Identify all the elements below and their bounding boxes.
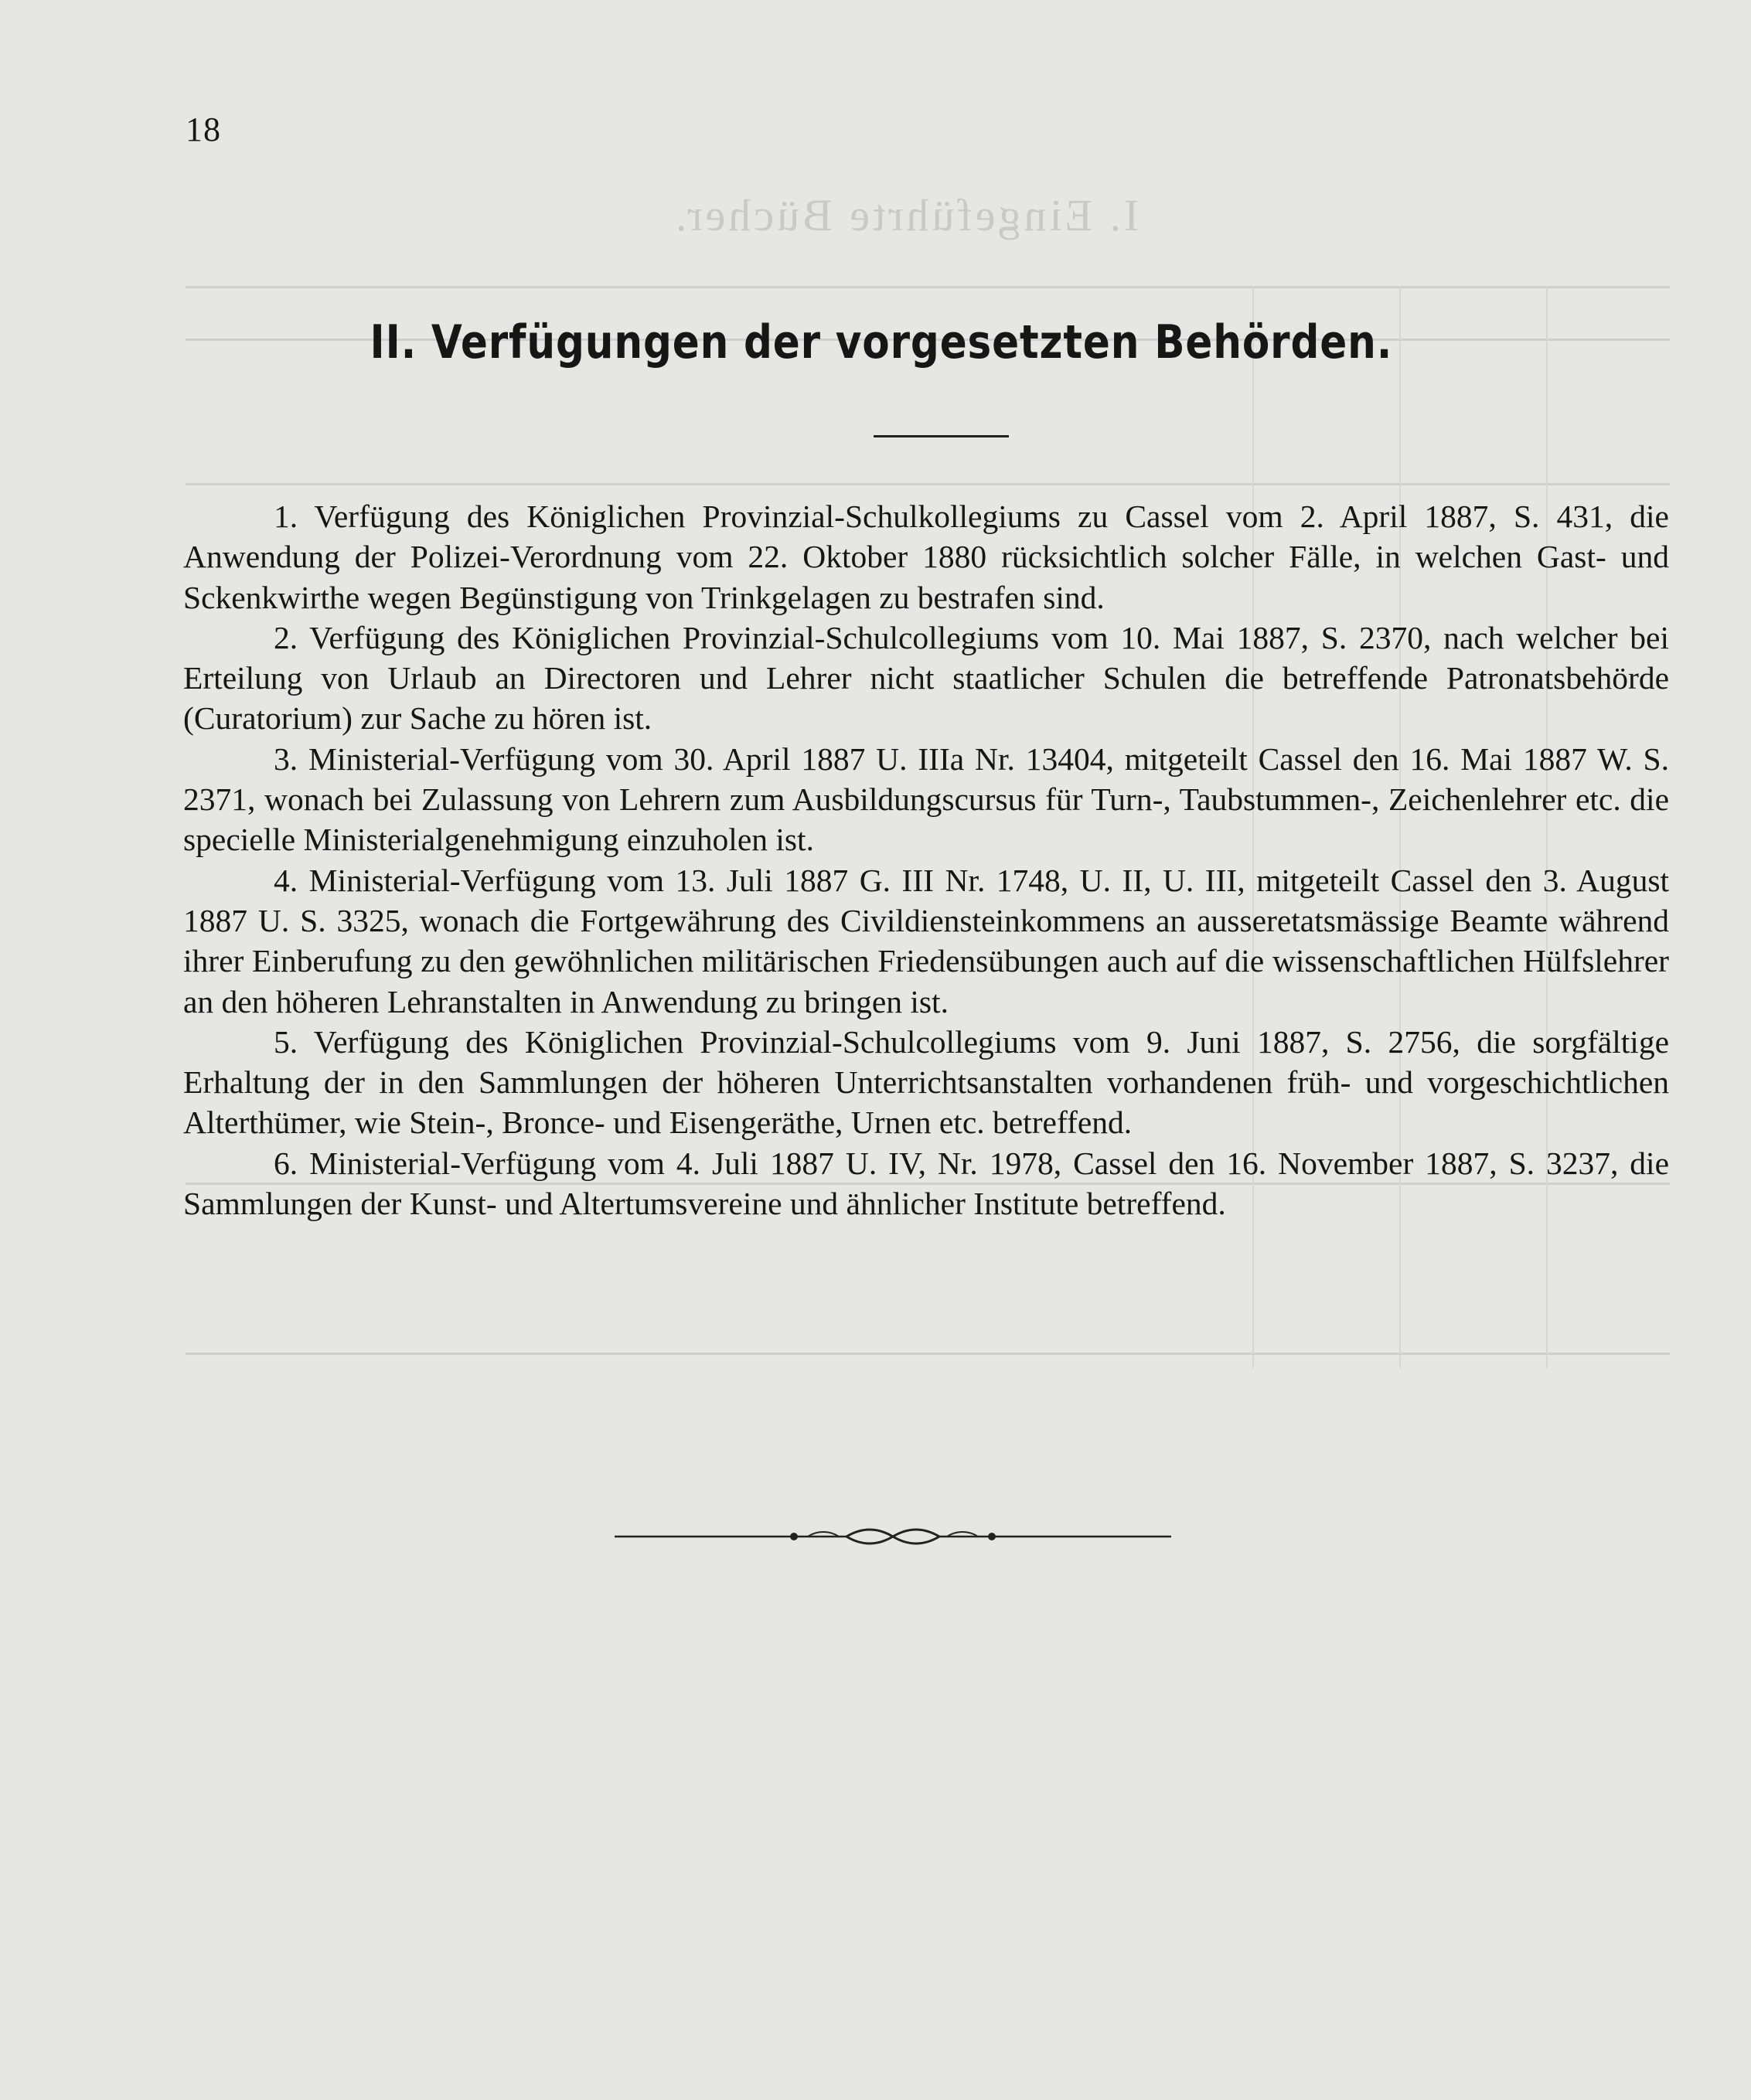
list-item [183, 739, 1669, 860]
show-through-rule [186, 483, 1670, 485]
list-item [183, 618, 1669, 739]
section-title: II. Verfügungen der vorgesetzten Behörden. [370, 315, 1393, 369]
title-underline [874, 435, 1009, 437]
item-text: Verfügung des Königlichen Provinzial-Schulkollegiums zu Cassel vom 2. April 1887, S. 431, die Anwendung der Polizei-Verordnung vom 22. Oktober 1880 rücksichtlich solcher Fälle, in welchen Gast- und Sckenkwirthe wegen Begünstigung von Trinkgelagen zu bestrafen sind. [183, 499, 1669, 615]
item-text: Ministerial-Verfügung vom 30. April 1887 U. IIIa Nr. 13404, mitgeteilt Cassel den 16. Mai 1887 W. S. 2371, wonach bei Zulassung von Lehrern zum Ausbildungscursus für Turn-, Taubstummen-, Zeichenlehrer etc. die specielle Ministerialgenehmigung einzuholen ist. [183, 740, 1669, 858]
item-number: 6. [274, 1145, 298, 1181]
item-text: Ministerial-Verfügung vom 4. Juli 1887 U. IV, Nr. 1978, Cassel den 16. November 1887, S. 3237, die Sammlungen der Kunst- und Altertumsvereine und ähnlicher Institute betreffend. [183, 1145, 1670, 1222]
item-text: Verfügung des Königlichen Provinzial-Schulcollegiums vom 10. Mai 1887, S. 2370, nach welcher bei Erteilung von Urlaub an Directoren und Lehrer nicht staatlicher Schulen die betreffende Patronatsbehörde (Curatorium) zur Sache zu hören ist. [183, 619, 1669, 737]
item-number: 3. [274, 740, 298, 777]
show-through-rule [186, 286, 1670, 288]
ornamental-divider [615, 1521, 1171, 1552]
list-item [183, 1022, 1669, 1143]
item-text: Verfügung des Königlichen Provinzial-Schulcollegiums vom 9. Juni 1887, S. 2756, die sorgfältige Erhaltung der in den Sammlungen der höheren Unterrichtsanstalten vorhandenen früh- und vorgeschichtlichen Alterthümer, wie Stein-, Bronce- und Eisengeräthe, Urnen etc. betreffend. [183, 1023, 1669, 1141]
page-number: 18 [186, 111, 221, 148]
item-number: 5. [274, 1023, 298, 1060]
list-item [183, 1143, 1669, 1224]
show-through-heading: I. Eingeführte Bücher. [673, 190, 1140, 240]
list-item [183, 496, 1669, 618]
item-number: 1. [274, 499, 298, 534]
ordinance-list [183, 496, 1669, 1224]
item-text: Ministerial-Verfügung vom 13. Juli 1887 G. III Nr. 1748, U. II, U. III, mitgeteilt Cassel den 3. August 1887 U. S. 3325, wonach die Fortgewährung des Civildiensteinkommens an ausseretatsmässige Beamte während ihrer Einberufung zu den gewöhnlichen militärischen Friedensübungen auch auf die wissenschaftlichen Hülfslehrer an den höheren Lehranstalten in Anwendung zu bringen ist. [183, 862, 1670, 1019]
show-through-rule [186, 1353, 1670, 1355]
item-number: 2. [274, 619, 298, 655]
list-item [183, 860, 1669, 1022]
item-number: 4. [274, 862, 298, 898]
